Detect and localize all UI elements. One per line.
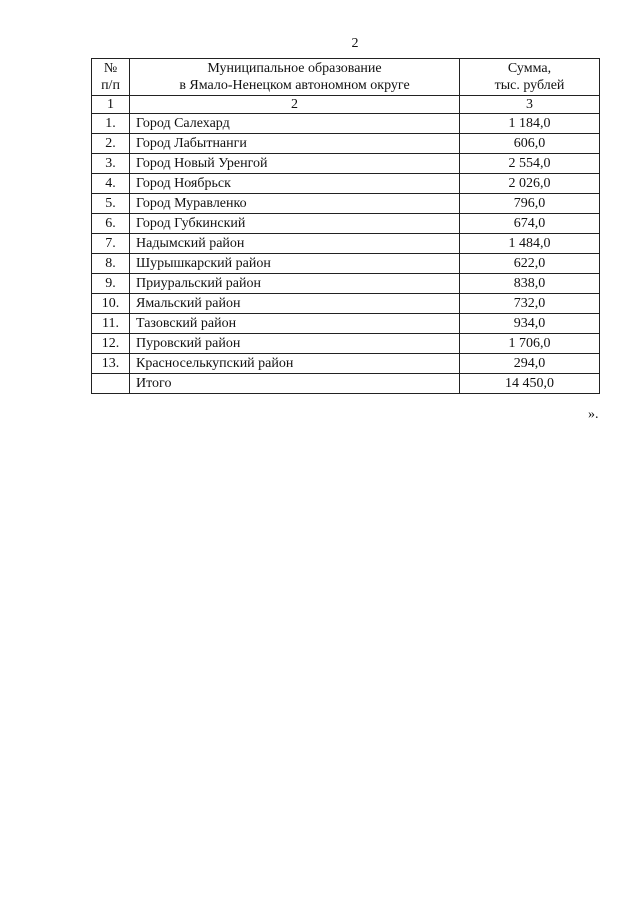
table-header-row bbox=[92, 59, 600, 96]
row-sum: 934,0 bbox=[460, 314, 600, 334]
row-number: 5. bbox=[92, 194, 130, 214]
header-municipality-line1: Муниципальное образование bbox=[207, 61, 382, 76]
table-row bbox=[92, 254, 600, 274]
row-sum: 732,0 bbox=[460, 294, 600, 314]
row-sum: 622,0 bbox=[460, 254, 600, 274]
table-row bbox=[92, 134, 600, 154]
row-number: 3. bbox=[92, 154, 130, 174]
row-number: 10. bbox=[92, 294, 130, 314]
allocation-table bbox=[91, 58, 600, 394]
page-number: 2 bbox=[351, 36, 359, 51]
municipality-name: Пуровский район bbox=[130, 334, 460, 354]
row-number: 9. bbox=[92, 274, 130, 294]
table-row bbox=[92, 314, 600, 334]
municipality-name: Город Новый Уренгой bbox=[130, 154, 460, 174]
municipality-name: Ямальский район bbox=[130, 294, 460, 314]
row-number: 2. bbox=[92, 134, 130, 154]
municipality-name: Город Лабытнанги bbox=[130, 134, 460, 154]
row-sum: 796,0 bbox=[460, 194, 600, 214]
table-row bbox=[92, 274, 600, 294]
row-number: 4. bbox=[92, 174, 130, 194]
municipality-name: Надымский район bbox=[130, 234, 460, 254]
municipality-name: Тазовский район bbox=[130, 314, 460, 334]
header-sum-line1: Сумма, bbox=[507, 61, 552, 76]
table-row bbox=[92, 154, 600, 174]
table-body bbox=[92, 114, 600, 374]
column-number-2: 2 bbox=[130, 96, 460, 114]
total-number-cell bbox=[92, 374, 130, 394]
column-number-1: 1 bbox=[92, 96, 130, 114]
row-sum: 1 706,0 bbox=[460, 334, 600, 354]
municipality-name: Город Муравленко bbox=[130, 194, 460, 214]
row-sum: 1 184,0 bbox=[460, 114, 600, 134]
column-numbering-row bbox=[92, 96, 600, 114]
table-row bbox=[92, 354, 600, 374]
row-sum: 2 554,0 bbox=[460, 154, 600, 174]
row-number: 13. bbox=[92, 354, 130, 374]
table-row bbox=[92, 294, 600, 314]
row-number: 1. bbox=[92, 114, 130, 134]
row-number: 8. bbox=[92, 254, 130, 274]
header-sum-line2: тыс. рублей bbox=[494, 78, 565, 93]
row-number: 11. bbox=[92, 314, 130, 334]
total-sum: 14 450,0 bbox=[460, 374, 600, 394]
municipality-name: Красноселькупский район bbox=[130, 354, 460, 374]
row-sum: 674,0 bbox=[460, 214, 600, 234]
row-sum: 294,0 bbox=[460, 354, 600, 374]
total-row bbox=[92, 374, 600, 394]
closing-quote-mark: ». bbox=[588, 407, 599, 422]
table-row bbox=[92, 214, 600, 234]
municipality-name: Город Губкинский bbox=[130, 214, 460, 234]
municipality-name: Город Салехард bbox=[130, 114, 460, 134]
table-row bbox=[92, 114, 600, 134]
header-number-line2: п/п bbox=[101, 78, 120, 93]
column-number-3: 3 bbox=[460, 96, 600, 114]
header-number-line1: № bbox=[103, 61, 118, 76]
row-sum: 1 484,0 bbox=[460, 234, 600, 254]
table-row bbox=[92, 234, 600, 254]
municipality-name: Приуральский район bbox=[130, 274, 460, 294]
row-sum: 838,0 bbox=[460, 274, 600, 294]
table-row bbox=[92, 334, 600, 354]
row-number: 12. bbox=[92, 334, 130, 354]
municipality-name: Город Ноябрьск bbox=[130, 174, 460, 194]
header-municipality-line2: в Ямало-Ненецком автономном округе bbox=[179, 78, 410, 93]
row-sum: 2 026,0 bbox=[460, 174, 600, 194]
header-sum bbox=[460, 59, 600, 96]
row-number: 7. bbox=[92, 234, 130, 254]
total-label: Итого bbox=[130, 374, 460, 394]
header-municipality bbox=[130, 59, 460, 96]
row-number: 6. bbox=[92, 214, 130, 234]
row-sum: 606,0 bbox=[460, 134, 600, 154]
table-row bbox=[92, 194, 600, 214]
municipality-name: Шурышкарский район bbox=[130, 254, 460, 274]
table-row bbox=[92, 174, 600, 194]
header-number bbox=[92, 59, 130, 96]
